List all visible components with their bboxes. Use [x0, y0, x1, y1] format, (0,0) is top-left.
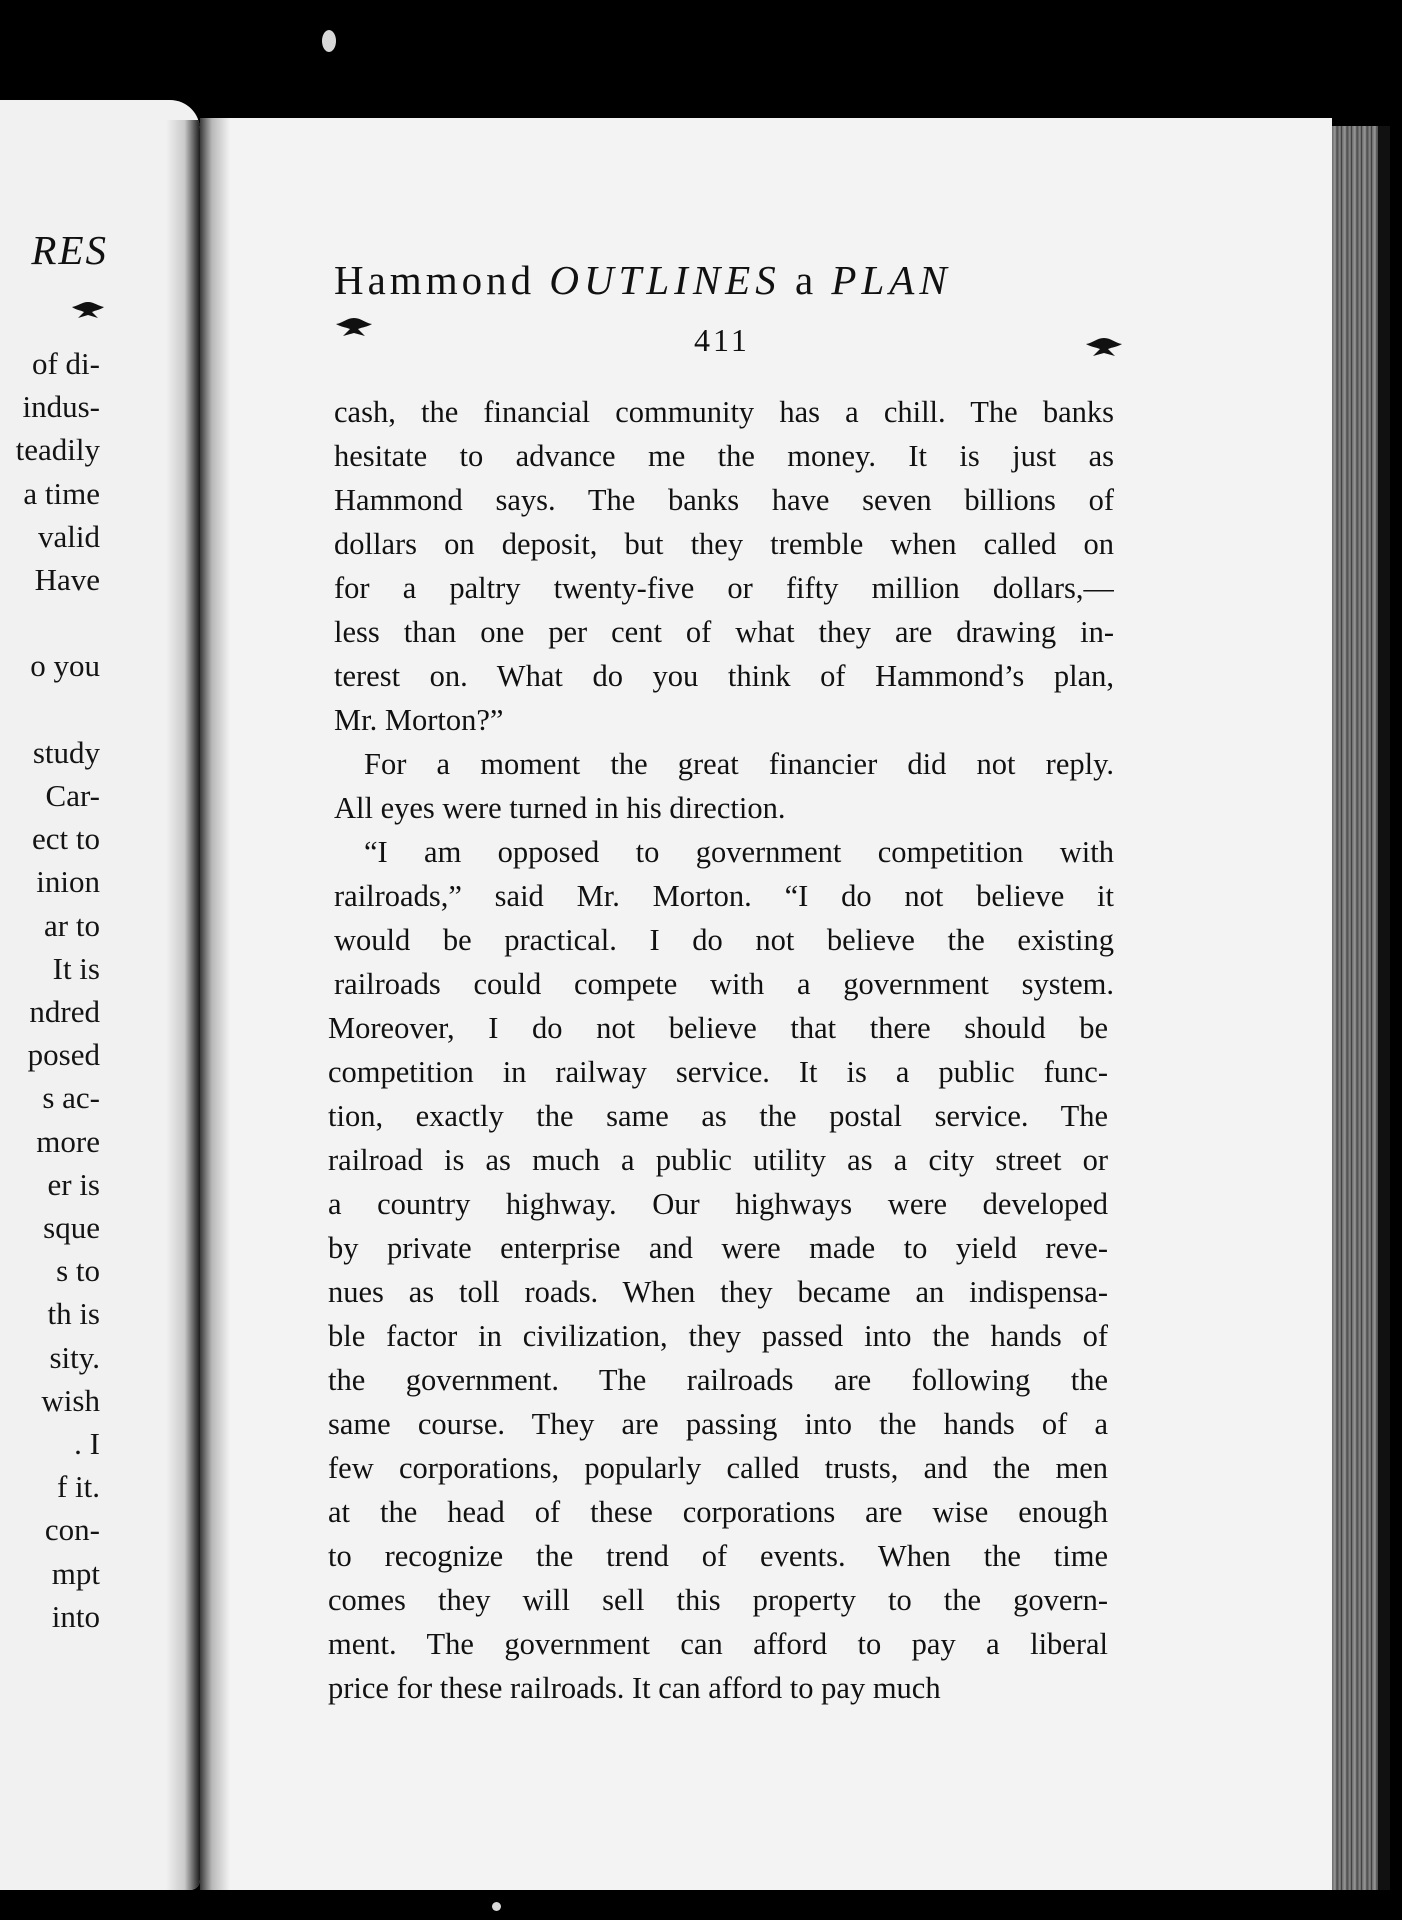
- text-line: “I am opposed to government competition with: [364, 835, 1114, 869]
- left-page-line: s to: [56, 1253, 100, 1289]
- text-line: dollars on deposit, but they tremble when called on: [334, 527, 1114, 561]
- text-line: railroads,” said Mr. Morton. “I do not believe it: [334, 879, 1114, 913]
- left-page-line: inion: [36, 864, 100, 900]
- left-page-line: indus-: [22, 389, 100, 425]
- gutter-shadow: [200, 118, 230, 1890]
- left-page-line: . I: [74, 1426, 100, 1461]
- book-page: [200, 118, 1332, 1890]
- running-head-a: a: [780, 257, 832, 303]
- left-page-line: It is: [52, 950, 100, 986]
- text-line: competition in railway service. It is a public func-: [328, 1055, 1108, 1089]
- body-text: [328, 390, 1114, 1710]
- book-gutter: [166, 120, 200, 1890]
- text-line: railroads could compete with a government system.: [334, 967, 1114, 1001]
- scan-speck: [492, 1902, 501, 1911]
- text-line: would be practical. I do not believe the existing: [334, 923, 1114, 957]
- text-line: a country highway. Our highways were developed: [328, 1187, 1108, 1221]
- left-facing-page: [0, 100, 200, 1890]
- left-page-line: ndred: [29, 994, 100, 1029]
- left-page-line: study: [32, 734, 100, 770]
- text-line: for a paltry twenty-five or fifty million dollars,—: [334, 571, 1114, 605]
- text-line: price for these railroads. It can afford to pay much: [328, 1671, 941, 1705]
- text-line: to recognize the trend of events. When the time: [328, 1539, 1108, 1573]
- left-page-line: f it.: [56, 1469, 100, 1505]
- fleuron-icon: [1082, 334, 1126, 362]
- text-line: ble factor in civilization, they passed into the hands of: [328, 1319, 1108, 1353]
- text-line: nues as toll roads. When they became an indispensa-: [328, 1275, 1108, 1309]
- left-page-line: ar to: [44, 907, 100, 943]
- text-line: ment. The government can afford to pay a liberal: [328, 1627, 1108, 1661]
- text-line: tion, exactly the same as the postal service. The: [328, 1099, 1108, 1133]
- text-line: Hammond says. The banks have seven billions of: [334, 483, 1114, 517]
- book-cover-edge: [1378, 126, 1390, 1890]
- text-line: same course. They are passing into the hands of a: [328, 1407, 1108, 1441]
- left-running-head: RES: [31, 227, 108, 273]
- left-page-line: of di-: [31, 346, 100, 381]
- left-page-line: th is: [47, 1296, 100, 1332]
- running-head-outlines: OUTLINES: [549, 257, 781, 303]
- text-line: comes they will sell this property to the govern-: [328, 1583, 1108, 1617]
- left-page-line: mpt: [51, 1555, 100, 1591]
- left-page-line: valid: [38, 518, 100, 554]
- text-line: railroad is as much a public utility as a city street or: [328, 1143, 1108, 1177]
- running-head-name: Hammond: [334, 257, 550, 303]
- left-page-line: o you: [30, 648, 100, 684]
- running-head: [334, 256, 1334, 304]
- left-page-line: sque: [43, 1210, 100, 1245]
- text-line: Moreover, I do not believe that there should be: [328, 1011, 1108, 1045]
- left-page-line: er is: [47, 1166, 100, 1202]
- left-page-line: sity.: [49, 1339, 100, 1375]
- text-line: less than one per cent of what they are drawing in-: [334, 615, 1114, 649]
- text-line: Mr. Morton?”: [334, 703, 504, 737]
- left-page-line: ect to: [32, 821, 100, 857]
- text-line: cash, the financial community has a chill. The banks: [334, 395, 1114, 429]
- fleuron-icon: [332, 314, 376, 342]
- scan-speck: [322, 30, 336, 52]
- left-page-line: con-: [44, 1512, 100, 1548]
- left-page-line: teadily: [15, 432, 100, 468]
- left-page-line: a time: [23, 475, 100, 511]
- text-line: For a moment the great financier did not reply.: [364, 747, 1114, 781]
- left-page-line: Car-: [45, 778, 100, 813]
- left-page-line: wish: [41, 1382, 100, 1418]
- left-page-line: Have: [34, 562, 100, 597]
- left-page-line: more: [36, 1123, 100, 1159]
- text-line: few corporations, popularly called trusts, and the men: [328, 1451, 1108, 1485]
- text-line: by private enterprise and were made to yield reve-: [328, 1231, 1108, 1265]
- left-page-line: s ac-: [42, 1080, 100, 1116]
- left-page-line: posed: [27, 1037, 100, 1073]
- text-line: terest on. What do you think of Hammond’s plan,: [334, 659, 1114, 693]
- fleuron-icon: [68, 298, 108, 324]
- running-head-plan: PLAN: [831, 257, 952, 303]
- left-page-line: into: [51, 1598, 100, 1634]
- text-line: the government. The railroads are following the: [328, 1363, 1108, 1397]
- text-line: All eyes were turned in his direction.: [334, 791, 786, 825]
- text-line: hesitate to advance me the money. It is just as: [334, 439, 1114, 473]
- text-line: at the head of these corporations are wise enough: [328, 1495, 1108, 1529]
- page-number: 411: [694, 322, 750, 358]
- page-edges: [1332, 126, 1384, 1890]
